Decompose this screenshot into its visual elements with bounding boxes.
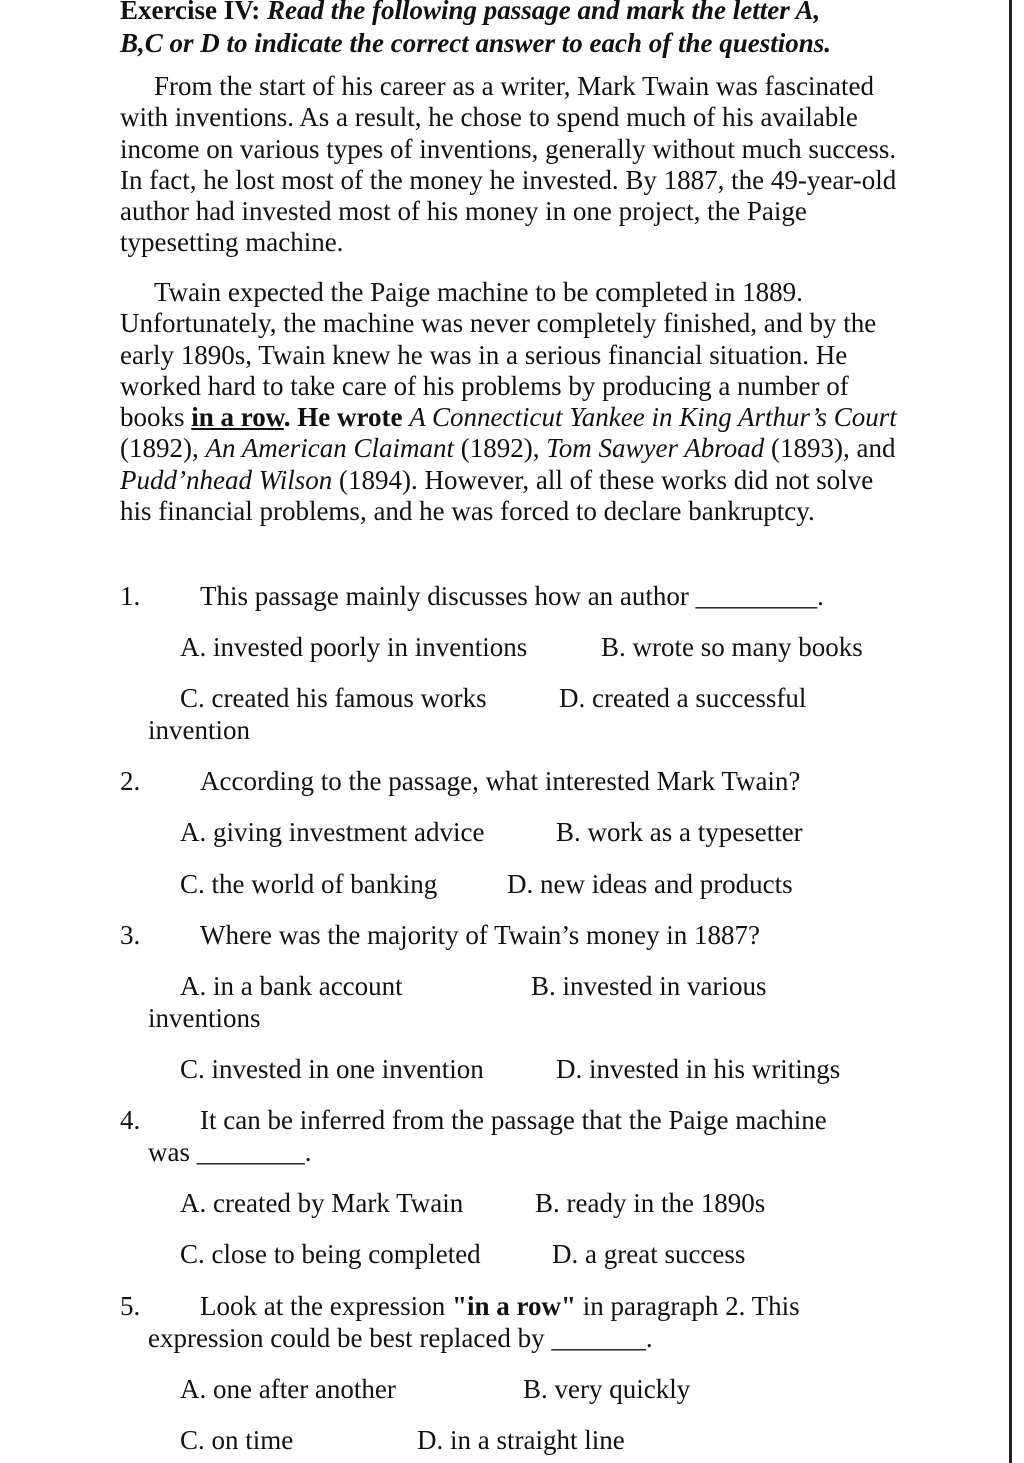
book-year-2: (1892), (453, 433, 547, 464)
exercise-instruction-1: Read the following passage and mark the letter A, (266, 0, 821, 25)
question-2-number: 2. (120, 766, 141, 796)
book-title-1: A Connecticut Yankee in King Arthur’s Court (409, 402, 897, 433)
question-4-option-d: D. a great success (552, 1239, 746, 1269)
question-4-text: It can be inferred from the passage that the Paige machine (200, 1105, 827, 1135)
exercise-label: Exercise IV: (120, 0, 261, 25)
question-1-number: 1. (120, 581, 141, 611)
question-3-text: Where was the majority of Twain’s money in 1887? (200, 920, 760, 950)
passage-paragraph-2 (120, 277, 900, 527)
question-3-option-b: B. invested in various (531, 971, 767, 1001)
book-title-4: Pudd’nhead Wilson (120, 464, 333, 495)
question-2-text: According to the passage, what interested Mark Twain? (200, 766, 801, 796)
book-title-2: An American Claimant (205, 433, 454, 464)
question-1-text: This passage mainly discusses how an author _________. (200, 581, 824, 611)
question-5-option-c: C. on time (180, 1425, 294, 1455)
question-3-number: 3. (120, 920, 141, 950)
p2-text-a: Twain expected the Paige machine to be completed in 1889. Unfortunately, the machine was never completely finished, and by the early 1890s, Twain knew he was in a serious financial situation. He worked hard to take care of his problems by producing a number of books (120, 277, 877, 433)
p2-text-b: . He wrote (283, 402, 410, 433)
highlight-in-a-row: in a row (191, 402, 284, 433)
exercise-instruction-2: B,C or D to indicate the correct answer to each of the questions. (120, 28, 832, 58)
question-3-option-d: D. invested in his writings (556, 1054, 841, 1084)
question-4-text-continued: was ________. (148, 1137, 312, 1167)
question-1-option-c: C. created his famous works (180, 683, 487, 713)
question-2-option-b: B. work as a typesetter (556, 817, 803, 847)
passage-paragraph-1: From the start of his career as a writer, Mark Twain was fascinated with inventions. As a result, he chose to spend much of his available income on various types of inventions, generally without much success. In fact, he lost most of the money he invested. By 1887, the 49-year-old author had invested most of his money in one project, the Paige typesetting machine. (120, 71, 897, 258)
question-3-option-c: C. invested in one invention (180, 1054, 484, 1084)
question-4-option-a: A. created by Mark Twain (180, 1188, 464, 1218)
exercise-heading (120, 0, 900, 60)
question-1-option-d: D. created a successful (559, 683, 807, 713)
question-2-option-a: A. giving investment advice (180, 817, 485, 847)
book-year-1: (1892), (120, 433, 206, 464)
question-5-option-b: B. very quickly (523, 1374, 691, 1404)
question-5-text-b: in paragraph 2. This (575, 1291, 800, 1321)
question-4-option-b: B. ready in the 1890s (535, 1188, 766, 1218)
question-1-option-b: B. wrote so many books (601, 632, 863, 662)
question-3-option-a: A. in a bank account (180, 971, 403, 1001)
question-1-option-a: A. invested poorly in inventions (180, 632, 528, 662)
question-5-expression: "in a row" (451, 1291, 576, 1321)
question-5-text (200, 1290, 800, 1322)
question-5-option-d: D. in a straight line (417, 1425, 625, 1455)
book-title-3: Tom Sawyer Abroad (546, 433, 765, 464)
question-2-option-d: D. new ideas and products (507, 869, 793, 899)
question-5-text-continued: expression could be best replaced by _______. (148, 1323, 653, 1353)
question-5-number: 5. (120, 1291, 141, 1321)
book-year-3: (1893), and (764, 433, 896, 464)
question-4-option-c: C. close to being completed (180, 1239, 481, 1269)
question-1-option-d-continued: invention (148, 715, 250, 745)
question-4-number: 4. (120, 1105, 141, 1135)
question-5-option-a: A. one after another (180, 1374, 396, 1404)
p2-text-c: (1894). However, all of these works did not solve his financial problems, and he was forced to declare bankruptcy. (120, 464, 874, 527)
page-edge-rule (1009, 0, 1012, 1463)
question-3-option-b-continued: inventions (148, 1003, 261, 1033)
question-2-option-c: C. the world of banking (180, 869, 438, 899)
question-5-text-a: Look at the expression (200, 1291, 452, 1321)
